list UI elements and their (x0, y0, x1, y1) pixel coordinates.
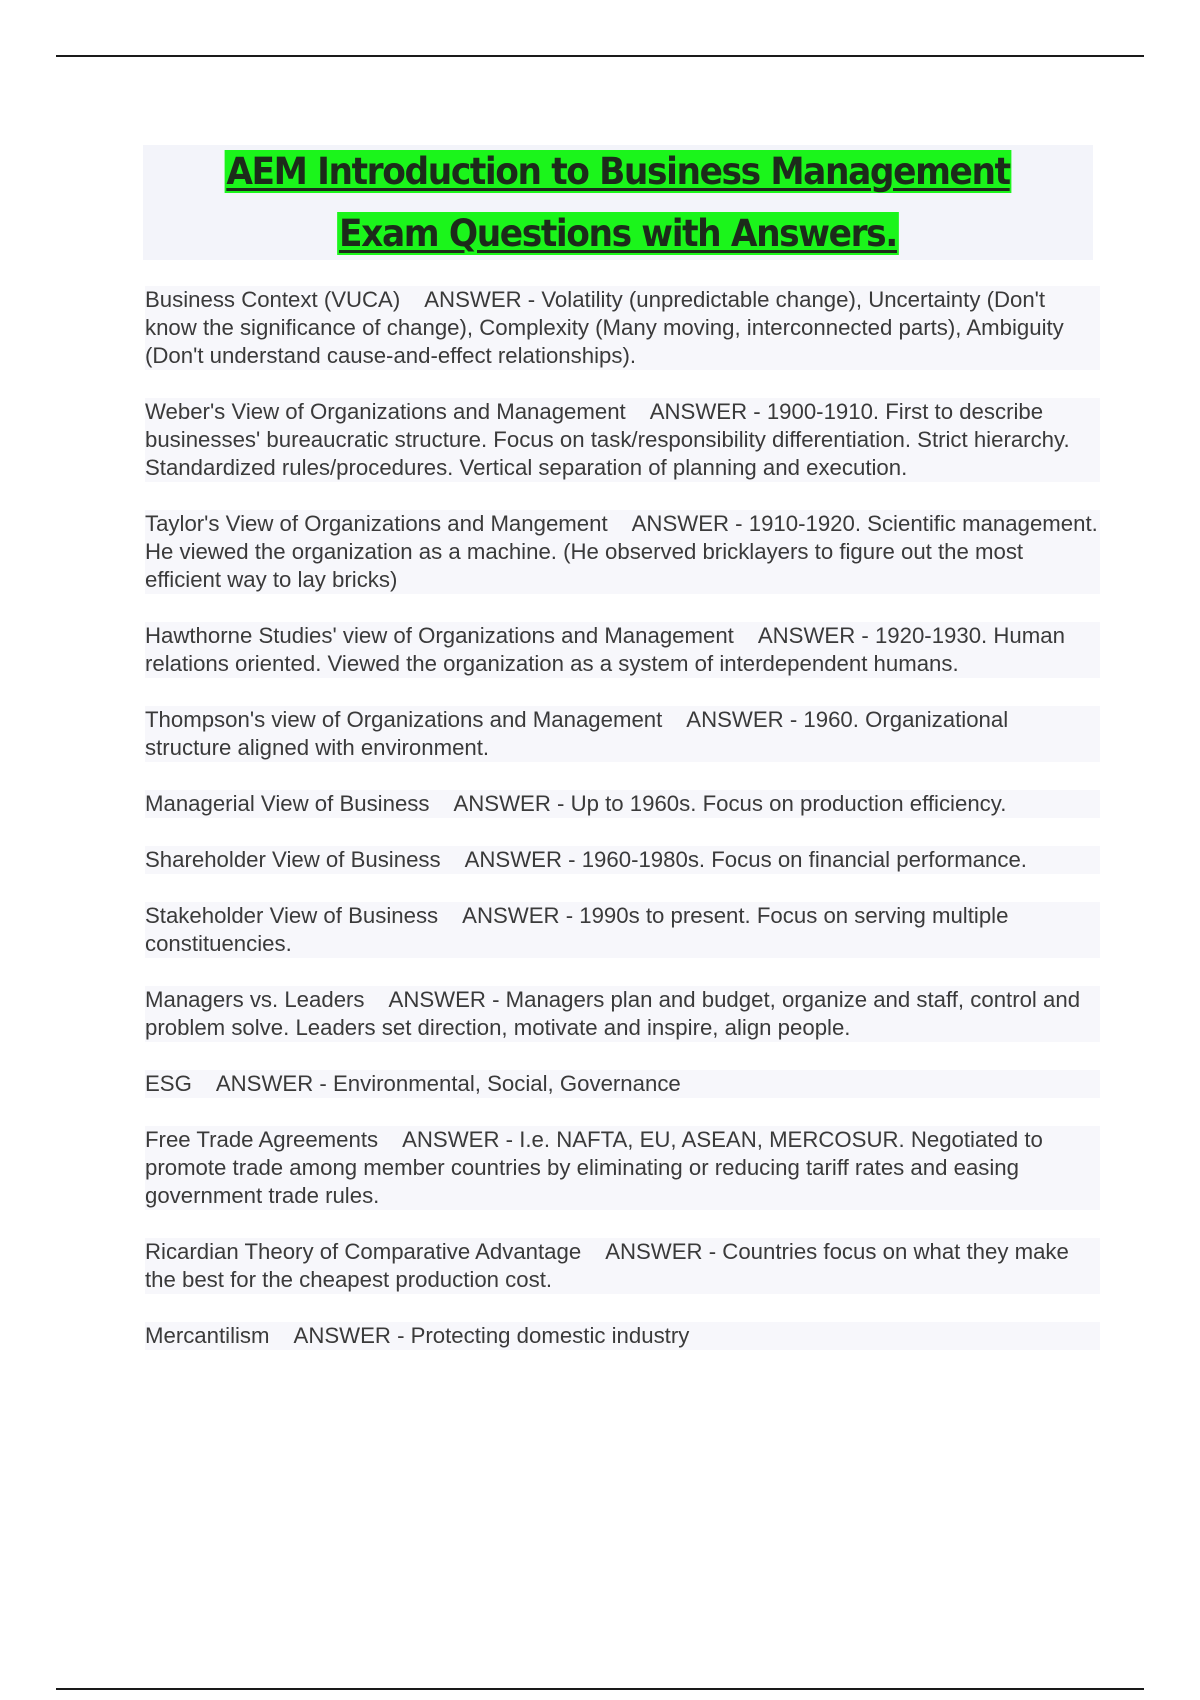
title-block (143, 145, 1093, 260)
qa-item (145, 846, 1100, 874)
qa-term: Weber's View of Organizations and Management (145, 399, 626, 424)
qa-answer: ANSWER - 1960-1980s. Focus on financial performance. (464, 847, 1027, 872)
qa-item (145, 1238, 1100, 1294)
qa-item (145, 790, 1100, 818)
qa-term: Shareholder View of Business (145, 847, 441, 872)
qa-answer: ANSWER - Up to 1960s. Focus on production efficiency. (453, 791, 1007, 816)
qa-item (145, 286, 1100, 370)
qa-answer: ANSWER - Environmental, Social, Governance (215, 1071, 681, 1096)
qa-answer: ANSWER - Protecting domestic industry (293, 1323, 690, 1348)
qa-item (145, 902, 1100, 958)
qa-item (145, 1126, 1100, 1210)
qa-item (145, 510, 1100, 594)
qa-answer: ANSWER - 1960. Organizational structure aligned with environment. (145, 707, 1009, 760)
document-title (190, 141, 1046, 265)
title-highlight: AEM Introduction to Business Management Exam Questions with Answers. (226, 149, 1010, 255)
qa-term: Taylor's View of Organizations and Mangement (145, 511, 608, 536)
qa-answer: ANSWER - Countries focus on what they make the best for the cheapest production cost. (145, 1239, 1069, 1292)
qa-term: Managerial View of Business (145, 791, 430, 816)
qa-answer: ANSWER - 1990s to present. Focus on serving multiple constituencies. (145, 903, 1009, 956)
qa-item (145, 622, 1100, 678)
qa-item (145, 398, 1100, 482)
qa-term: Ricardian Theory of Comparative Advantage (145, 1239, 582, 1264)
qa-term: Business Context (VUCA) (145, 287, 401, 312)
qa-term: Hawthorne Studies' view of Organizations and Management (145, 623, 734, 648)
qa-answer: ANSWER - Managers plan and budget, organize and staff, control and problem solve. Leaders set direction, motivate and inspire, align people. (145, 987, 1081, 1040)
footer-rule (56, 1688, 1144, 1690)
qa-term: ESG (145, 1071, 192, 1096)
qa-term: Free Trade Agreements (145, 1127, 379, 1152)
qa-answer: ANSWER - 1900-1910. First to describe businesses' bureaucratic structure. Focus on task/responsibility differentiation. Strict hierarchy. Standardized rules/procedures. Vertical separation of planning and execution. (145, 399, 1070, 480)
header-rule (56, 55, 1144, 57)
qa-list (145, 286, 1100, 1378)
qa-term: Thompson's view of Organizations and Management (145, 707, 663, 732)
qa-answer: ANSWER - I.e. NAFTA, EU, ASEAN, MERCOSUR. Negotiated to promote trade among member countries by eliminating or reducing tariff rates and easing government trade rules. (145, 1127, 1043, 1208)
qa-item (145, 1070, 1100, 1098)
qa-term: Managers vs. Leaders (145, 987, 365, 1012)
qa-term: Stakeholder View of Business (145, 903, 439, 928)
qa-term: Mercantilism (145, 1323, 270, 1348)
qa-item (145, 986, 1100, 1042)
qa-answer: ANSWER - 1920-1930. Human relations oriented. Viewed the organization as a system of interdependent humans. (145, 623, 1065, 676)
qa-answer: ANSWER - 1910-1920. Scientific management. He viewed the organization as a machine. (He observed bricklayers to figure out the most efficient way to lay bricks) (145, 511, 1098, 592)
qa-item (145, 706, 1100, 762)
qa-answer: ANSWER - Volatility (unpredictable change), Uncertainty (Don't know the significance of change), Complexity (Many moving, interconnected parts), Ambiguity (Don't understand cause-and-effect relationships). (145, 287, 1064, 368)
qa-item (145, 1322, 1100, 1350)
